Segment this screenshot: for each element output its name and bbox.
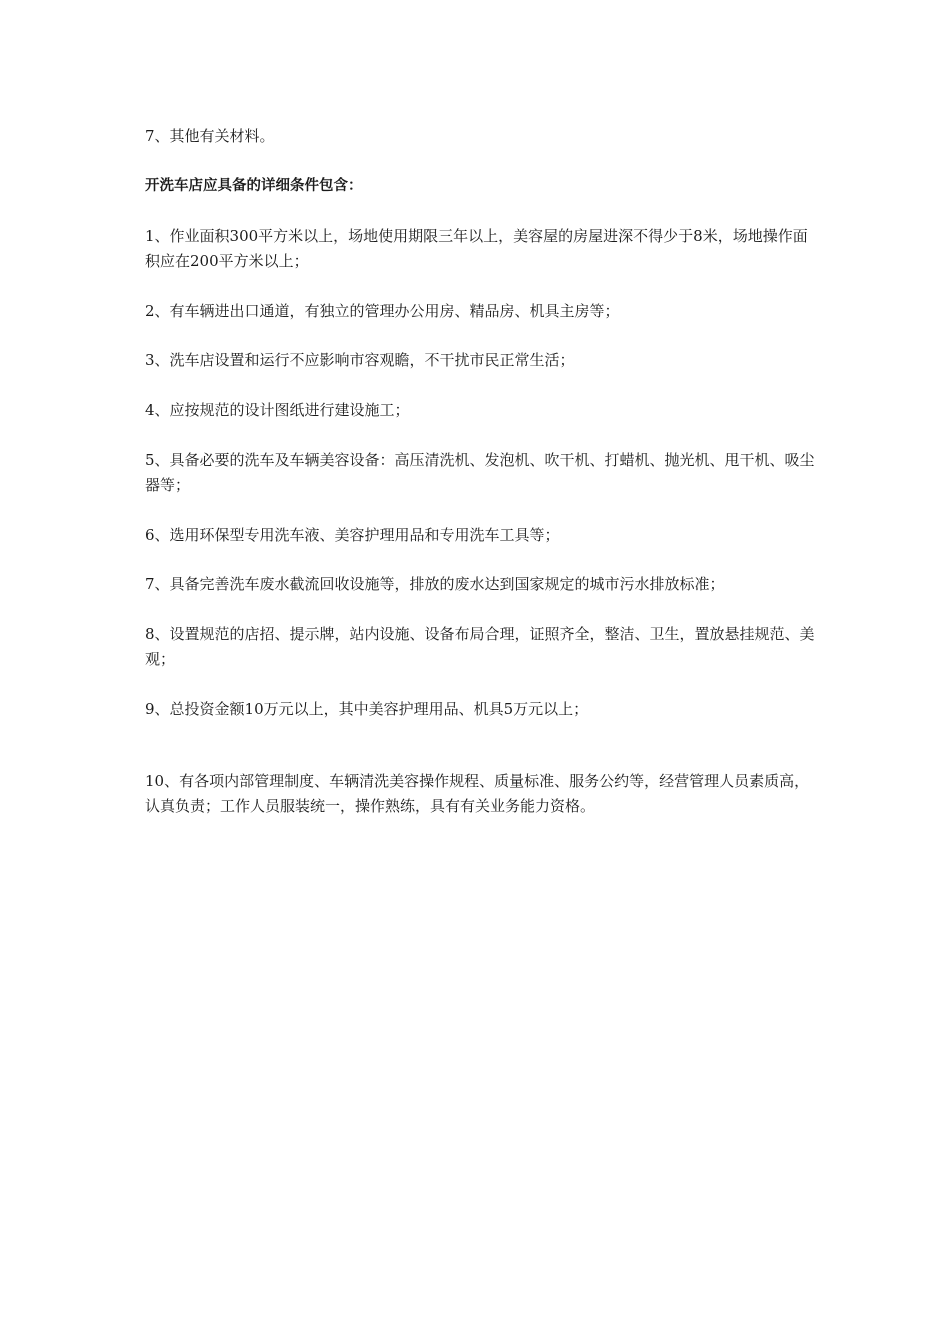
paragraph-other-materials: 7、其他有关材料。 — [145, 127, 275, 145]
condition-item-10: 10、有各项内部管理制度、车辆清洗美容操作规程、质量标准、服务公约等，经营管理人员素质高，认真负责；工作人员服装统一，操作熟练，具有有关业务能力资格。 — [145, 772, 810, 815]
condition-item-3: 3、洗车店设置和运行不应影响市容观瞻，不干扰市民正常生活； — [145, 351, 575, 369]
condition-item-4: 4、应按规范的设计图纸进行建设施工； — [145, 401, 410, 419]
condition-item-6: 6、选用环保型专用洗车液、美容护理用品和专用洗车工具等； — [145, 526, 560, 544]
condition-item-8: 8、设置规范的店招、提示牌，站内设施、设备布局合理，证照齐全，整洁、卫生，置放悬挂规范、美观； — [145, 625, 815, 668]
section-heading: 开洗车店应具备的详细条件包含： — [145, 178, 363, 194]
condition-item-2: 2、有车辆进出口通道，有独立的管理办公用房、精品房、机具主房等； — [145, 302, 620, 320]
condition-item-9: 9、总投资金额10万元以上，其中美容护理用品、机具5万元以上； — [145, 700, 589, 718]
condition-item-5: 5、具备必要的洗车及车辆美容设备：高压清洗机、发泡机、吹干机、打蜡机、抛光机、甩干机、吸尘器等； — [145, 451, 815, 494]
condition-item-1: 1、作业面积300平方米以上，场地使用期限三年以上，美容屋的房屋进深不得少于8米，场地操作面积应在200平方米以上； — [145, 227, 808, 270]
condition-item-7: 7、具备完善洗车废水截流回收设施等，排放的废水达到国家规定的城市污水排放标准； — [145, 575, 725, 593]
